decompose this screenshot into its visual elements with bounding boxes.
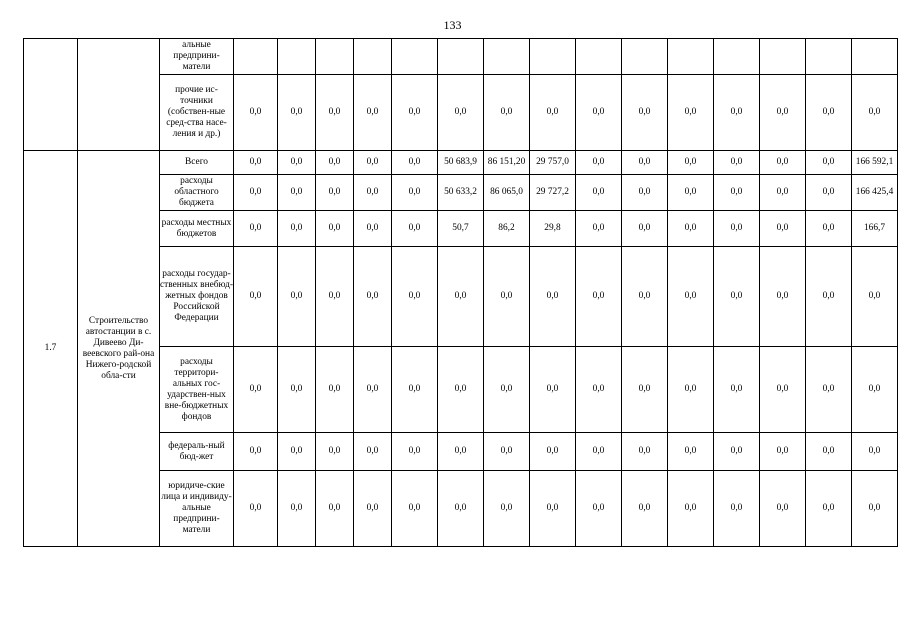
value-cell [714,39,760,75]
value-cell: 0,0 [316,175,354,211]
value-cell: 0,0 [278,247,316,347]
value-cell: 0,0 [484,471,530,547]
name-cell-empty [78,39,160,151]
value-cell: 0,0 [530,347,576,433]
source-cell: расходы местных бюджетов [160,211,234,247]
value-cell: 0,0 [392,471,438,547]
value-cell: 0,0 [234,347,278,433]
source-cell: расходы территори-альных гос-ударствен-ных вне-бюджетных фондов [160,347,234,433]
value-cell: 0,0 [234,471,278,547]
source-cell: федераль-ный бюд-жет [160,433,234,471]
value-cell [760,39,806,75]
value-cell: 0,0 [622,433,668,471]
value-cell: 0,0 [576,75,622,151]
value-cell: 0,0 [576,175,622,211]
value-cell [234,39,278,75]
value-cell: 0,0 [392,151,438,175]
value-cell: 0,0 [438,247,484,347]
value-cell: 166,7 [852,211,898,247]
value-cell: 0,0 [714,247,760,347]
code-cell-empty [24,39,78,151]
value-cell: 0,0 [316,347,354,433]
value-cell: 0,0 [354,75,392,151]
value-cell: 0,0 [714,151,760,175]
value-cell: 0,0 [484,347,530,433]
value-cell: 0,0 [354,175,392,211]
value-cell: 50 683,9 [438,151,484,175]
value-cell: 0,0 [234,175,278,211]
value-cell: 0,0 [622,151,668,175]
value-cell: 0,0 [668,247,714,347]
value-cell: 0,0 [714,433,760,471]
value-cell: 0,0 [576,433,622,471]
value-cell: 0,0 [354,347,392,433]
value-cell: 0,0 [438,471,484,547]
value-cell: 0,0 [392,175,438,211]
value-cell: 0,0 [714,75,760,151]
value-cell: 50,7 [438,211,484,247]
value-cell: 0,0 [622,175,668,211]
value-cell: 0,0 [760,247,806,347]
value-cell: 0,0 [392,75,438,151]
value-cell: 166 592,1 [852,151,898,175]
value-cell: 0,0 [316,211,354,247]
value-cell: 0,0 [714,347,760,433]
value-cell: 0,0 [760,211,806,247]
value-cell [484,39,530,75]
value-cell: 0,0 [278,433,316,471]
value-cell: 0,0 [668,347,714,433]
value-cell: 0,0 [316,151,354,175]
value-cell: 0,0 [806,75,852,151]
value-cell: 0,0 [714,175,760,211]
value-cell [576,39,622,75]
value-cell: 29,8 [530,211,576,247]
value-cell: 0,0 [760,175,806,211]
value-cell: 0,0 [484,75,530,151]
item-code: 1.7 [24,151,78,547]
value-cell [316,39,354,75]
value-cell: 0,0 [622,247,668,347]
value-cell: 0,0 [484,433,530,471]
value-cell: 0,0 [852,247,898,347]
value-cell: 0,0 [852,75,898,151]
value-cell: 0,0 [806,471,852,547]
value-cell [354,39,392,75]
value-cell [530,39,576,75]
value-cell: 0,0 [278,211,316,247]
value-cell: 0,0 [622,471,668,547]
value-cell: 0,0 [576,211,622,247]
value-cell: 0,0 [278,175,316,211]
value-cell: 0,0 [622,75,668,151]
budget-table [23,38,898,547]
item-name: Строительство автостанции в с. Дивеево Ди-веевского рай-она Нижего-родской обла-сти [78,151,160,547]
value-cell: 0,0 [576,471,622,547]
value-cell: 0,0 [714,471,760,547]
value-cell: 0,0 [806,433,852,471]
value-cell: 0,0 [316,433,354,471]
value-cell: 50 633,2 [438,175,484,211]
value-cell: 0,0 [316,75,354,151]
value-cell: 0,0 [760,151,806,175]
value-cell: 0,0 [392,433,438,471]
value-cell: 0,0 [278,471,316,547]
source-cell: юридиче-ские лица и индивиду-альные предприни-матели [160,471,234,547]
value-cell: 0,0 [438,347,484,433]
value-cell: 0,0 [530,247,576,347]
value-cell: 86 151,20 [484,151,530,175]
value-cell [438,39,484,75]
value-cell: 0,0 [760,75,806,151]
value-cell: 0,0 [316,247,354,347]
value-cell: 0,0 [530,433,576,471]
value-cell: 0,0 [354,471,392,547]
value-cell: 0,0 [668,151,714,175]
value-cell [668,39,714,75]
value-cell: 0,0 [852,471,898,547]
table-row [24,39,898,75]
value-cell: 0,0 [530,75,576,151]
table-row [24,151,898,175]
value-cell: 0,0 [234,247,278,347]
value-cell: 0,0 [530,471,576,547]
value-cell: 0,0 [806,175,852,211]
value-cell: 0,0 [316,471,354,547]
source-cell: расходы государ-ственных внебюд-жетных фондов Российской Федерации [160,247,234,347]
value-cell: 86,2 [484,211,530,247]
value-cell: 0,0 [234,211,278,247]
value-cell [392,39,438,75]
value-cell: 0,0 [438,433,484,471]
value-cell: 0,0 [622,347,668,433]
value-cell: 0,0 [852,347,898,433]
value-cell: 0,0 [438,75,484,151]
value-cell: 0,0 [852,433,898,471]
value-cell: 0,0 [668,75,714,151]
value-cell: 0,0 [622,211,668,247]
value-cell [622,39,668,75]
value-cell: 166 425,4 [852,175,898,211]
value-cell [278,39,316,75]
value-cell: 0,0 [668,211,714,247]
source-cell: прочие ис-точники (собствен-ные сред-ства насе-ления и др.) [160,75,234,151]
value-cell: 29 727,2 [530,175,576,211]
value-cell: 86 065,0 [484,175,530,211]
value-cell [852,39,898,75]
value-cell: 0,0 [484,247,530,347]
value-cell: 0,0 [714,211,760,247]
value-cell: 0,0 [234,75,278,151]
source-cell: альные предприни-матели [160,39,234,75]
value-cell: 0,0 [234,433,278,471]
value-cell: 0,0 [668,471,714,547]
value-cell: 0,0 [278,151,316,175]
value-cell: 0,0 [354,433,392,471]
value-cell: 0,0 [392,347,438,433]
value-cell: 0,0 [234,151,278,175]
value-cell: 0,0 [576,247,622,347]
value-cell: 0,0 [668,433,714,471]
value-cell: 0,0 [668,175,714,211]
value-cell: 0,0 [278,75,316,151]
value-cell: 0,0 [278,347,316,433]
value-cell: 0,0 [576,347,622,433]
value-cell: 0,0 [806,151,852,175]
value-cell: 0,0 [576,151,622,175]
value-cell: 0,0 [760,433,806,471]
value-cell: 0,0 [806,347,852,433]
value-cell: 0,0 [760,471,806,547]
value-cell: 29 757,0 [530,151,576,175]
value-cell: 0,0 [760,347,806,433]
value-cell: 0,0 [806,247,852,347]
source-cell: Всего [160,151,234,175]
value-cell: 0,0 [392,247,438,347]
source-cell: расходы областного бюджета [160,175,234,211]
value-cell: 0,0 [392,211,438,247]
page-number: 133 [443,18,462,32]
value-cell: 0,0 [354,247,392,347]
value-cell: 0,0 [354,151,392,175]
value-cell: 0,0 [806,211,852,247]
value-cell: 0,0 [354,211,392,247]
value-cell [806,39,852,75]
